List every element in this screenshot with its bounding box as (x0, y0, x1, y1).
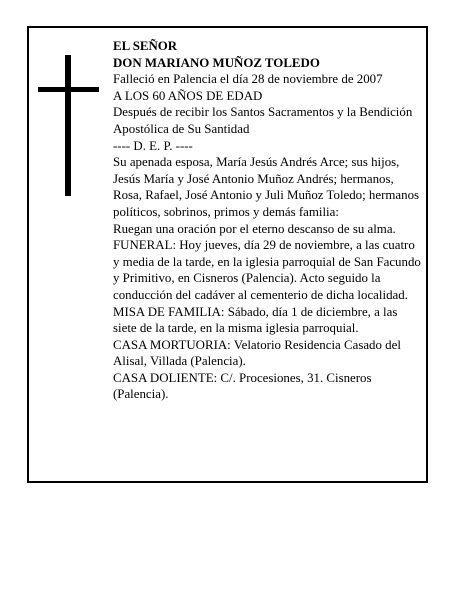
rip-line: ---- D. E. P. ---- (113, 138, 193, 153)
home-text: CASA DOLIENTE: C/. Procesiones, 31. Cisneros (Palencia). (113, 370, 372, 402)
cross-icon (65, 55, 71, 196)
death-line: Falleció en Palencia el día 28 de noviembre de 2007 (113, 72, 383, 87)
sacraments-text: Después de recibir los Santos Sacramentos y la Bendición Apostólica de Su Santidad (113, 105, 413, 136)
deceased-name: DON MARIANO MUÑOZ TOLEDO (113, 55, 320, 70)
mass-text: MISA DE FAMILIA: Sábado, día 1 de diciembre, a las siete de la tarde, en la misma iglesia parroquial. (113, 304, 398, 336)
age-line: A LOS 60 AÑOS DE EDAD (113, 88, 263, 103)
mortuary-text: CASA MORTUORIA: Velatorio Residencia Casado del Alisal, Villada (Palencia). (113, 337, 401, 369)
funeral-text: FUNERAL: Hoy jueves, día 29 de noviembre, a las cuatro y media de la tarde, en la iglesia parroquial de San Facundo y Primitivo, en Cisneros (Palencia). Acto seguido la conducción del cadáver al cementerio de dicha localidad. (113, 238, 421, 302)
prayer-text: Ruegan una oración por el eterno descanso de su alma. (113, 221, 396, 236)
obituary-text (113, 38, 423, 403)
title-line-1: EL SEÑOR (113, 39, 178, 53)
cross-icon-bar (38, 87, 99, 92)
family-text: Su apenada esposa, María Jesús Andrés Arce; sus hijos, Jesús María y José Antonio Muñoz Andrés; hermanos, Rosa, Rafael, José Antonio y Juli Muñoz Toledo; hermanos políticos, sobrinos, primos y demás familia: (113, 155, 420, 219)
